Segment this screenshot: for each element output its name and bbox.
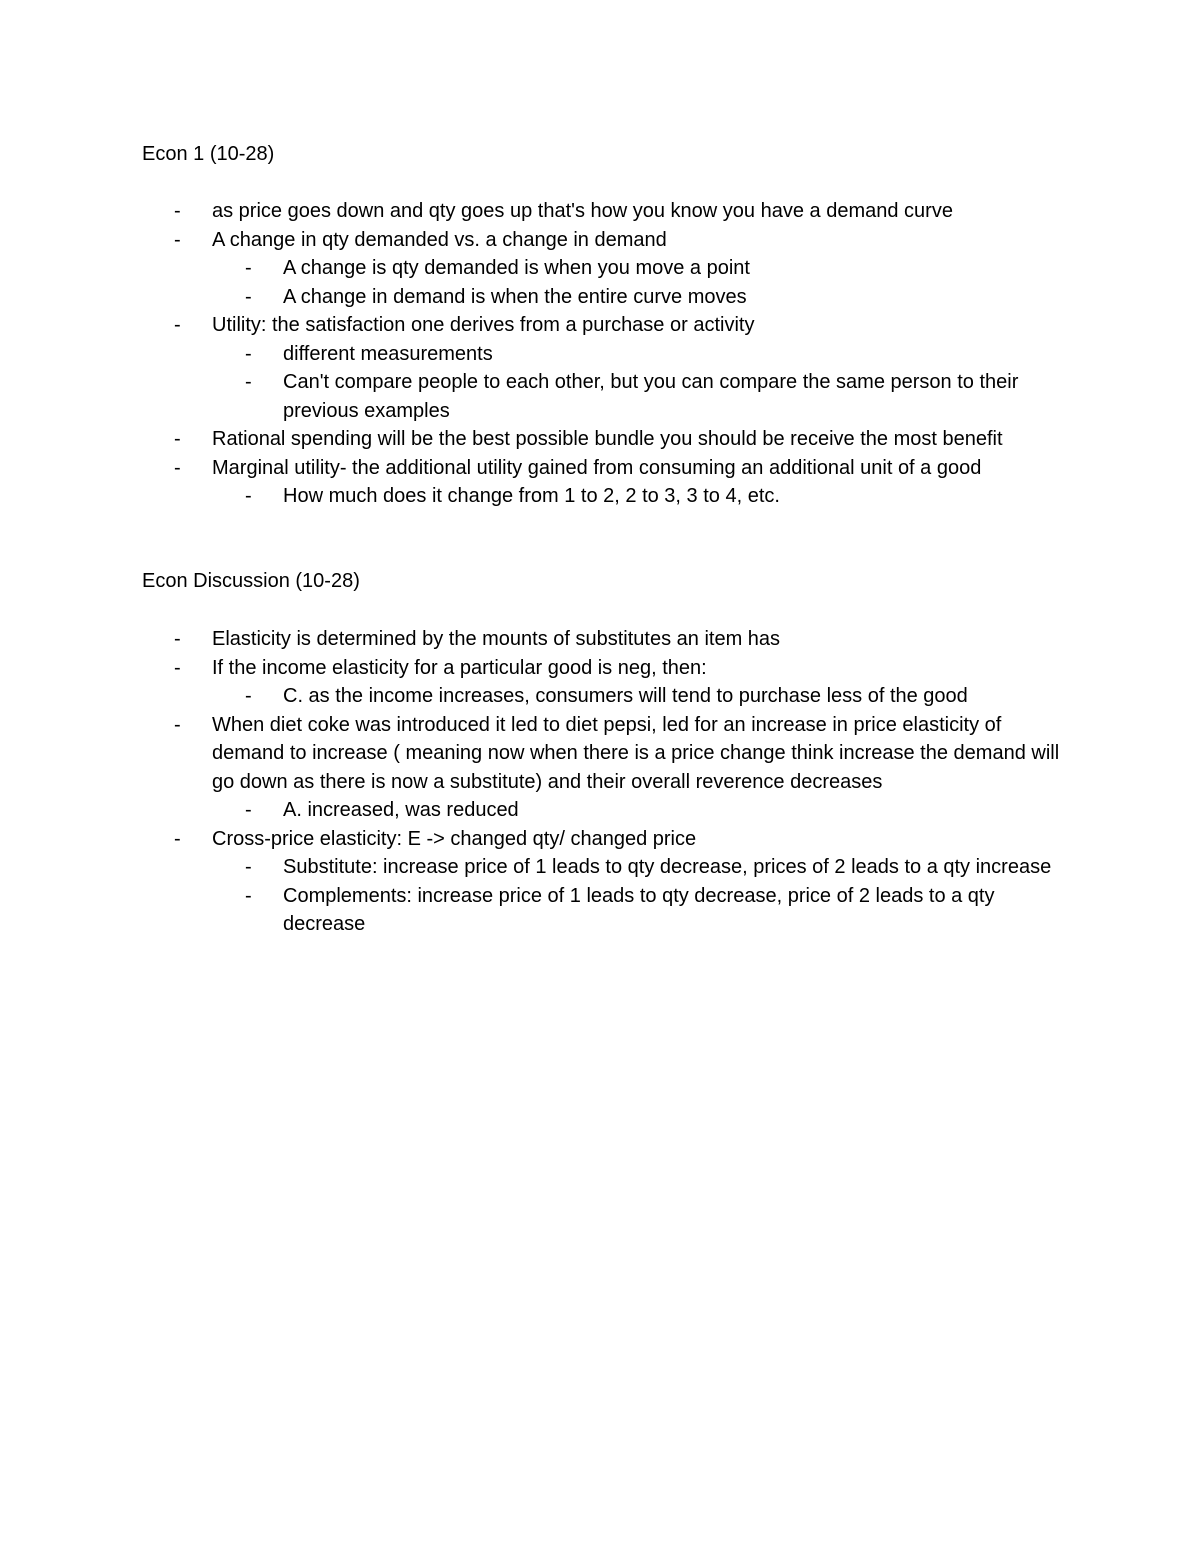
- dash-bullet: -: [174, 656, 181, 679]
- list-item-text: Utility: the satisfaction one derives from a purchase or activity: [212, 314, 755, 336]
- list-item: [0, 825, 1072, 854]
- list-item: [0, 625, 1072, 654]
- notes-list-econ-discussion: [0, 625, 1072, 939]
- list-item-text: A change in qty demanded vs. a change in demand: [212, 228, 667, 251]
- list-item-text: Can't compare people to each other, but you can compare the same person to their previous examples: [283, 371, 1019, 422]
- dash-bullet: -: [245, 371, 252, 393]
- section-title-econ-1: Econ 1 (10-28): [142, 143, 275, 165]
- list-item: [0, 796, 1072, 825]
- list-item-text: Rational spending will be the best possible bundle you should be receive the most benefit: [212, 428, 1003, 450]
- list-item: [0, 482, 1072, 511]
- list-item: [0, 711, 1072, 797]
- list-item: [0, 425, 1072, 454]
- section-title-econ-discussion: Econ Discussion (10-28): [142, 570, 360, 592]
- list-item: [0, 340, 1072, 369]
- list-item: [0, 197, 1072, 226]
- list-item-text: C. as the income increases, consumers will tend to purchase less of the good: [283, 685, 968, 707]
- dash-bullet: -: [174, 200, 181, 222]
- dash-bullet: -: [245, 685, 252, 707]
- list-item-text: How much does it change from 1 to 2, 2 to 3, 3 to 4, etc.: [283, 485, 780, 507]
- list-item: [0, 654, 1072, 683]
- list-item-text: A. increased, was reduced: [283, 799, 519, 821]
- list-item: [0, 882, 1072, 939]
- list-item-text: If the income elasticity for a particular good is neg, then:: [212, 656, 707, 679]
- list-item-text: as price goes down and qty goes up that's how you know you have a demand curve: [212, 200, 953, 222]
- list-item: [0, 311, 1072, 340]
- dash-bullet: -: [174, 628, 181, 650]
- list-item: [0, 853, 1072, 882]
- dash-bullet: -: [245, 485, 252, 507]
- list-item-text: Cross-price elasticity: E -> changed qty/ changed price: [212, 827, 697, 850]
- list-item: [0, 226, 1072, 255]
- dash-bullet: -: [174, 314, 181, 336]
- dash-bullet: -: [245, 799, 252, 821]
- dash-bullet: -: [174, 456, 181, 479]
- list-item-text: When diet coke was introduced it led to diet pepsi, led for an increase in price elasticity of demand to increase ( meaning now when there is a price change think increase the demand will go down as there is now a substitute) and their overall reverence decreases: [212, 713, 1060, 793]
- list-item-text: A change is qty demanded is when you move a point: [283, 257, 750, 279]
- list-item-text: Elasticity is determined by the mounts of substitutes an item has: [212, 628, 781, 650]
- list-item: [0, 254, 1072, 283]
- list-item-text: Complements: increase price of 1 leads to qty decrease, price of 2 leads to a qty decrease: [283, 884, 995, 935]
- dash-bullet: -: [245, 285, 252, 308]
- dash-bullet: -: [245, 257, 252, 279]
- dash-bullet: -: [245, 856, 252, 878]
- list-item-text: A change in demand is when the entire curve moves: [283, 285, 747, 308]
- list-item-text: Marginal utility- the additional utility gained from consuming an additional unit of a good: [212, 456, 982, 479]
- list-item: [0, 454, 1072, 483]
- dash-bullet: -: [174, 827, 181, 850]
- list-item: [0, 283, 1072, 312]
- dash-bullet: -: [245, 884, 252, 907]
- notes-list-econ-1: [0, 197, 1072, 511]
- list-item-text: Substitute: increase price of 1 leads to qty decrease, prices of 2 leads to a qty increase: [283, 856, 1052, 878]
- list-item: [0, 368, 1072, 425]
- dash-bullet: -: [174, 428, 181, 450]
- list-item: [0, 682, 1072, 711]
- dash-bullet: -: [245, 342, 252, 365]
- dash-bullet: -: [174, 228, 181, 251]
- list-item-text: different measurements: [283, 342, 493, 365]
- dash-bullet: -: [174, 713, 181, 736]
